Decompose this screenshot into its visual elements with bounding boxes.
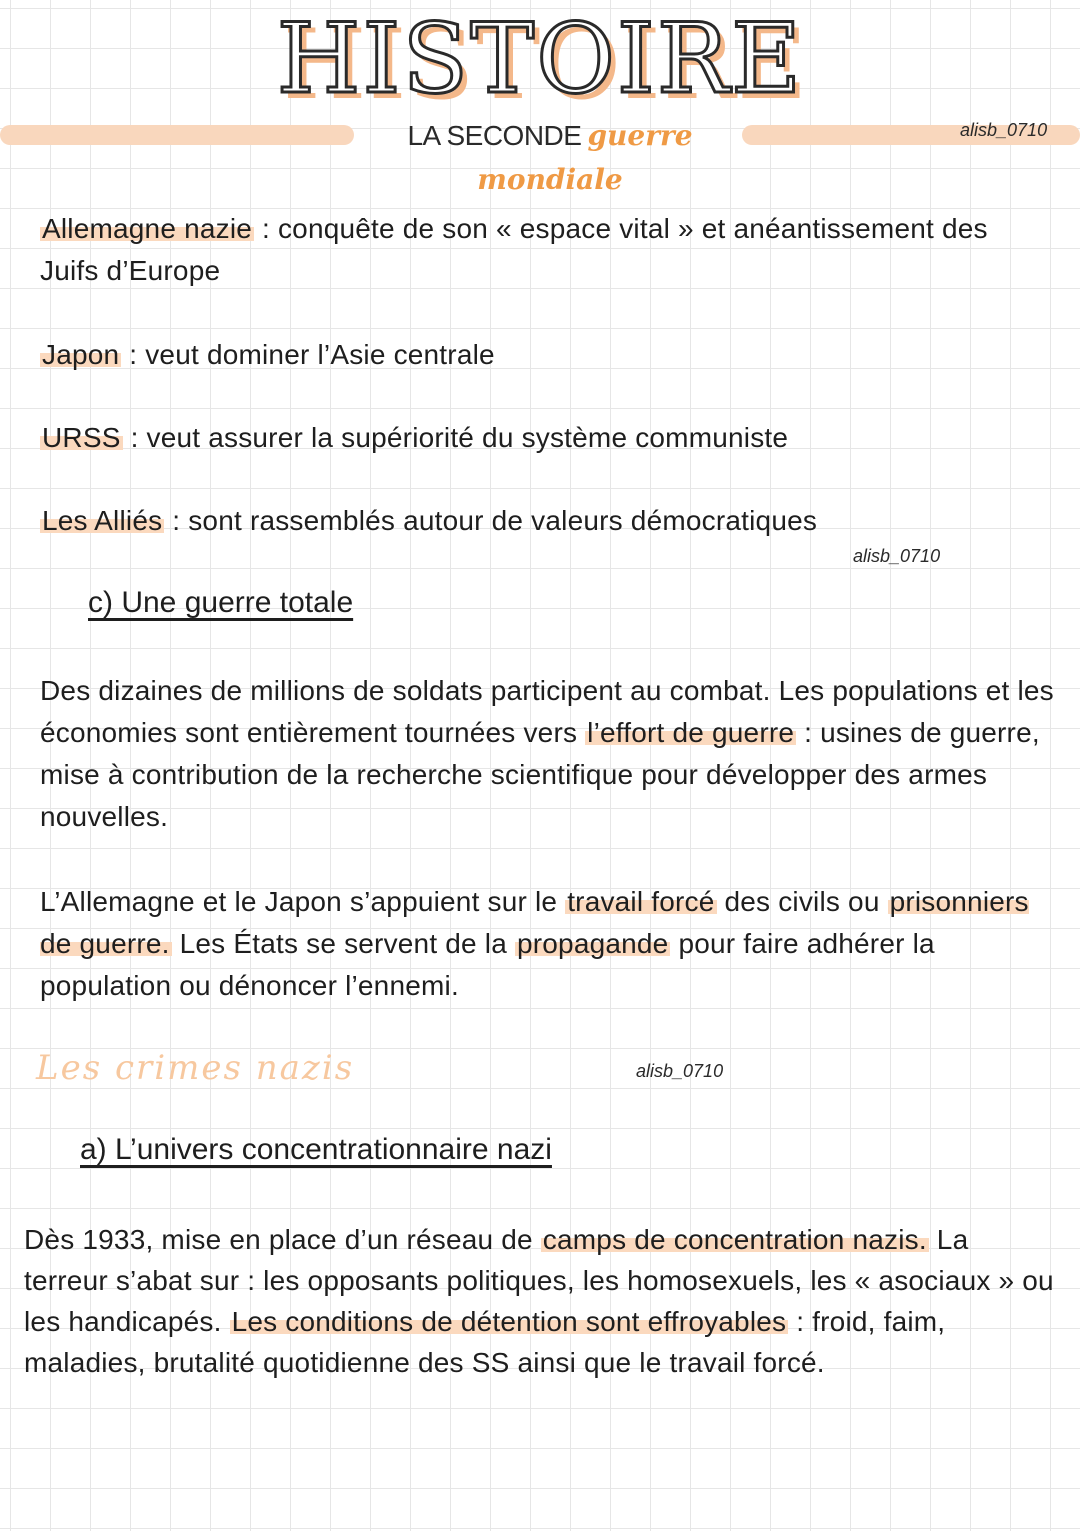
ideology-germany <box>40 208 1050 292</box>
term-description: : veut assurer la supériorité du système communiste <box>122 422 789 453</box>
paragraph-text: : froid, faim, maladies, brutalité quotidienne des SS ainsi que le travail forcé. <box>24 1306 946 1378</box>
term-highlight: Les Alliés <box>42 505 163 536</box>
paragraph-text: La terreur s’abat sur : les opposants politiques, les homosexuels, les « asociaux » ou les handicapés. <box>24 1224 1054 1337</box>
text-highlight: camps de concentration nazis. <box>542 1224 927 1255</box>
page-subtitle <box>360 114 740 202</box>
paragraph-text: des civils ou <box>716 886 888 917</box>
term-description: : conquête de son « espace vital » et anéantissement des Juifs d’Europe <box>40 213 988 286</box>
term-description: : veut dominer l’Asie centrale <box>121 339 495 370</box>
watermark: alisb_0710 <box>960 120 1048 140</box>
subsection-title: c) Une guerre totale <box>88 586 354 619</box>
paragraph-total-war <box>40 670 1055 838</box>
paragraph-text: : usines de guerre, mise à contribution de la recherche scientifique pour développer des armes nouvelles. <box>40 717 1040 832</box>
ideology-urss <box>40 417 1050 459</box>
term-highlight: Allemagne nazie <box>42 213 253 244</box>
ideology-japan <box>40 334 1050 376</box>
term-description: : sont rassemblés autour de valeurs démocratiques <box>164 505 818 536</box>
paragraph-camps <box>24 1219 1054 1383</box>
header-band-left <box>0 125 354 145</box>
text-highlight: travail forcé <box>567 886 715 917</box>
paragraph-text: Les États se servent de la <box>171 928 515 959</box>
term-highlight: URSS <box>42 422 121 453</box>
paragraph-text: Dès 1933, mise en place d’un réseau de <box>24 1224 541 1255</box>
section-title: Les crimes nazis <box>36 1048 355 1088</box>
text-highlight: Les conditions de détention sont effroyables <box>231 1306 787 1337</box>
paragraph-text: L’Allemagne et le Japon s’appuient sur le <box>40 886 566 917</box>
subtitle-plain: LA SECONDE <box>407 120 582 151</box>
ideology-allies <box>40 500 1050 542</box>
page-title: HISTOIRE <box>276 3 804 115</box>
subsection-title: a) L’univers concentrationnaire nazi <box>80 1133 552 1166</box>
watermark: alisb_0710 <box>853 546 941 566</box>
text-highlight: l’effort de guerre <box>587 717 795 748</box>
subtitle-accent: guerre mondiale <box>477 119 693 196</box>
term-highlight: Japon <box>42 339 120 370</box>
text-highlight: propagande <box>516 928 669 959</box>
paragraph-forced-labour <box>40 881 1055 1007</box>
paragraph-text: Des dizaines de millions de soldats participent au combat. Les populations et les économies sont entièrement tournées vers <box>40 675 1054 748</box>
text-highlight: prisonniers de guerre. <box>40 886 1029 959</box>
paragraph-text: pour faire adhérer la population ou dénoncer l’ennemi. <box>40 928 935 1001</box>
watermark: alisb_0710 <box>636 1061 724 1081</box>
